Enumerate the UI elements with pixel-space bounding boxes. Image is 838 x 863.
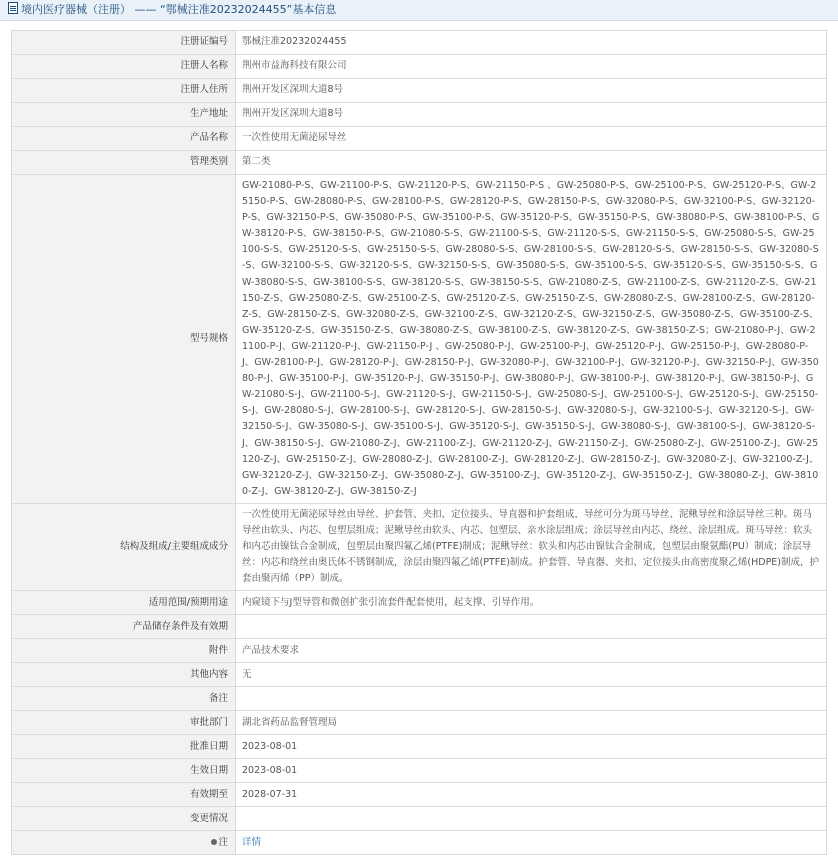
label-expiry-date: 有效期至 xyxy=(12,783,236,807)
details-link[interactable]: 详情 xyxy=(242,836,262,848)
label-effective-date: 生效日期 xyxy=(12,759,236,783)
row-models xyxy=(12,175,827,504)
label-note xyxy=(12,831,236,855)
row-expiry-date xyxy=(12,783,827,807)
row-reg-no xyxy=(12,31,827,55)
value-structure: 一次性使用无菌泌尿导丝由导丝、护套管、夹扣、定位接头、导直器和护套组成，导丝可分为斑马导丝、泥鳅导丝和涂层导丝三种。斑马导丝由软头、内芯、包塑层组成；泥鳅导丝由软头、内芯、包塑层、亲水涂层组成；涂层导丝由内芯、绕丝、涂层组成。斑马导丝：软头和内芯由镍钛合金制成，包塑层由聚四氟乙烯(PTFE)制成；泥鳅导丝：软头和内芯由镍钛合金制成，包塑层由聚氨酯(PU）制成；涂层导丝：内芯和绕丝由奥氏体不锈钢制成，涂层由聚四氟乙烯(PTFE)制成。护套管、导直器、夹扣、定位接头由高密度聚乙烯(HDPE)制成，护套由聚丙烯（PP）制成。 xyxy=(236,503,827,590)
label-note-text: 注 xyxy=(218,836,228,848)
label-production-address: 生产地址 xyxy=(12,103,236,127)
value-note xyxy=(236,831,827,855)
value-product-name: 一次性使用无菌泌尿导丝 xyxy=(236,127,827,151)
row-effective-date xyxy=(12,759,827,783)
label-product-name: 产品名称 xyxy=(12,127,236,151)
row-production-address xyxy=(12,103,827,127)
row-category xyxy=(12,151,827,175)
value-category: 第二类 xyxy=(236,151,827,175)
row-changes xyxy=(12,807,827,831)
row-note xyxy=(12,831,827,855)
row-registrant-address xyxy=(12,79,827,103)
row-other xyxy=(12,663,827,687)
value-approval-date: 2023-08-01 xyxy=(236,735,827,759)
value-registrant: 荆州市益海科技有限公司 xyxy=(236,55,827,79)
value-effective-date: 2023-08-01 xyxy=(236,759,827,783)
value-registrant-address: 荆州开发区深圳大道8号 xyxy=(236,79,827,103)
row-attachment xyxy=(12,639,827,663)
value-attachment: 产品技术要求 xyxy=(236,639,827,663)
row-structure xyxy=(12,503,827,590)
info-dot-icon xyxy=(211,839,217,845)
value-approval-dept: 湖北省药品监督管理局 xyxy=(236,711,827,735)
label-changes: 变更情况 xyxy=(12,807,236,831)
info-table xyxy=(11,30,827,855)
label-approval-date: 批准日期 xyxy=(12,735,236,759)
label-remark: 备注 xyxy=(12,687,236,711)
row-product-name xyxy=(12,127,827,151)
row-storage xyxy=(12,615,827,639)
value-storage xyxy=(236,615,827,639)
label-models: 型号规格 xyxy=(12,175,236,504)
label-registrant: 注册人名称 xyxy=(12,55,236,79)
value-expiry-date: 2028-07-31 xyxy=(236,783,827,807)
label-scope: 适用范围/预期用途 xyxy=(12,591,236,615)
value-reg-no: 鄂械注准20232024455 xyxy=(236,31,827,55)
value-other: 无 xyxy=(236,663,827,687)
value-production-address: 荆州开发区深圳大道8号 xyxy=(236,103,827,127)
row-remark xyxy=(12,687,827,711)
row-approval-date xyxy=(12,735,827,759)
value-scope: 内窥镜下与J型导管和微创扩张引流套件配套使用，起支撑、引导作用。 xyxy=(236,591,827,615)
label-attachment: 附件 xyxy=(12,639,236,663)
label-registrant-address: 注册人住所 xyxy=(12,79,236,103)
value-remark xyxy=(236,687,827,711)
page-title: 境内医疗器械（注册） —— “鄂械注准20232024455”基本信息 xyxy=(21,3,337,16)
label-other: 其他内容 xyxy=(12,663,236,687)
page-header xyxy=(0,0,838,21)
row-registrant xyxy=(12,55,827,79)
document-icon xyxy=(8,2,18,14)
label-structure: 结构及组成/主要组成成分 xyxy=(12,503,236,590)
row-scope xyxy=(12,591,827,615)
label-reg-no: 注册证编号 xyxy=(12,31,236,55)
value-models: GW-21080-P-S、GW-21100-P-S、GW-21120-P-S、GW-21150-P-S 、GW-25080-P-S、GW-25100-P-S、GW-25120-P-S、GW-25150-P-S、GW-28080-P-S、GW-28100-P-S、GW-28120-P-S、GW-28150-P-S、GW-32080-P-S、GW-32100-P-S、GW-32120-P-S、GW-32150-P-S、GW-35080-P-S、GW-35100-P-S、GW-35120-P-S、GW-35150-P-S、GW-38080-P-S、GW-38100-P-S、GW-38120-P-S、GW-38150-P-S、GW-21080-S-S、GW-21100-S-S、GW-21120-S-S、GW-21150-S-S、GW-25080-S-S、GW-25100-S-S、GW-25120-S-S、GW-25150-S-S、GW-28080-S-S、GW-28100-S-S、GW-28120-S-S、GW-28150-S-S、GW-32080-S-S、GW-32100-S-S、GW-32120-S-S、GW-32150-S-S、GW-35080-S-S、GW-35100-S-S、GW-35120-S-S、GW-35150-S-S、GW-38080-S-S、GW-38100-S-S、GW-38120-S-S、GW-38150-S-S、GW-21080-Z-S、GW-21100-Z-S、GW-21120-Z-S、GW-21150-Z-S、GW-25080-Z-S、GW-25100-Z-S、GW-25120-Z-S、GW-25150-Z-S、GW-28080-Z-S、GW-28100-Z-S、GW-28120-Z-S、GW-28150-Z-S、GW-32080-Z-S、GW-32100-Z-S、GW-32120-Z-S、GW-32150-Z-S、GW-35080-Z-S、GW-35100-Z-S、GW-35120-Z-S、GW-35150-Z-S、GW-38080-Z-S、GW-38100-Z-S、GW-38120-Z-S、GW-38150-Z-S；GW-21080-P-J、GW-21100-P-J、GW-21120-P-J、GW-21150-P-J 、GW-25080-P-J、GW-25100-P-J、GW-25120-P-J、GW-25150-P-J、GW-28080-P-J、GW-28100-P-J、GW-28120-P-J、GW-28150-P-J、GW-32080-P-J、GW-32100-P-J、GW-32120-P-J、GW-32150-P-J、GW-35080-P-J、GW-35100-P-J、GW-35120-P-J、GW-35150-P-J、GW-38080-P-J、GW-38100-P-J、GW-38120-P-J、GW-38150-P-J、GW-21080-S-J、GW-21100-S-J、GW-21120-S-J、GW-21150-S-J、GW-25080-S-J、GW-25100-S-J、GW-25120-S-J、GW-25150-S-J、GW-28080-S-J、GW-28100-S-J、GW-28120-S-J、GW-28150-S-J、GW-32080-S-J、GW-32100-S-J、GW-32120-S-J、GW-32150-S-J、GW-35080-S-J、GW-35100-S-J、GW-35120-S-J、GW-35150-S-J、GW-38080-S-J、GW-38100-S-J、GW-38120-S-J、GW-38150-S-J、GW-21080-Z-J、GW-21100-Z-J、GW-21120-Z-J、GW-21150-Z-J、GW-25080-Z-J、GW-25100-Z-J、GW-25120-Z-J、GW-25150-Z-J、GW-28080-Z-J、GW-28100-Z-J、GW-28120-Z-J、GW-28150-Z-J、GW-32080-Z-J、GW-32100-Z-J、GW-32120-Z-J、GW-32150-Z-J、GW-35080-Z-J、GW-35100-Z-J、GW-35120-Z-J、GW-35150-Z-J、GW-38080-Z-J、GW-38100-Z-J、GW-38120-Z-J、GW-38150-Z-J xyxy=(236,175,827,504)
label-category: 管理类别 xyxy=(12,151,236,175)
label-storage: 产品储存条件及有效期 xyxy=(12,615,236,639)
label-approval-dept: 审批部门 xyxy=(12,711,236,735)
value-changes xyxy=(236,807,827,831)
row-approval-dept xyxy=(12,711,827,735)
